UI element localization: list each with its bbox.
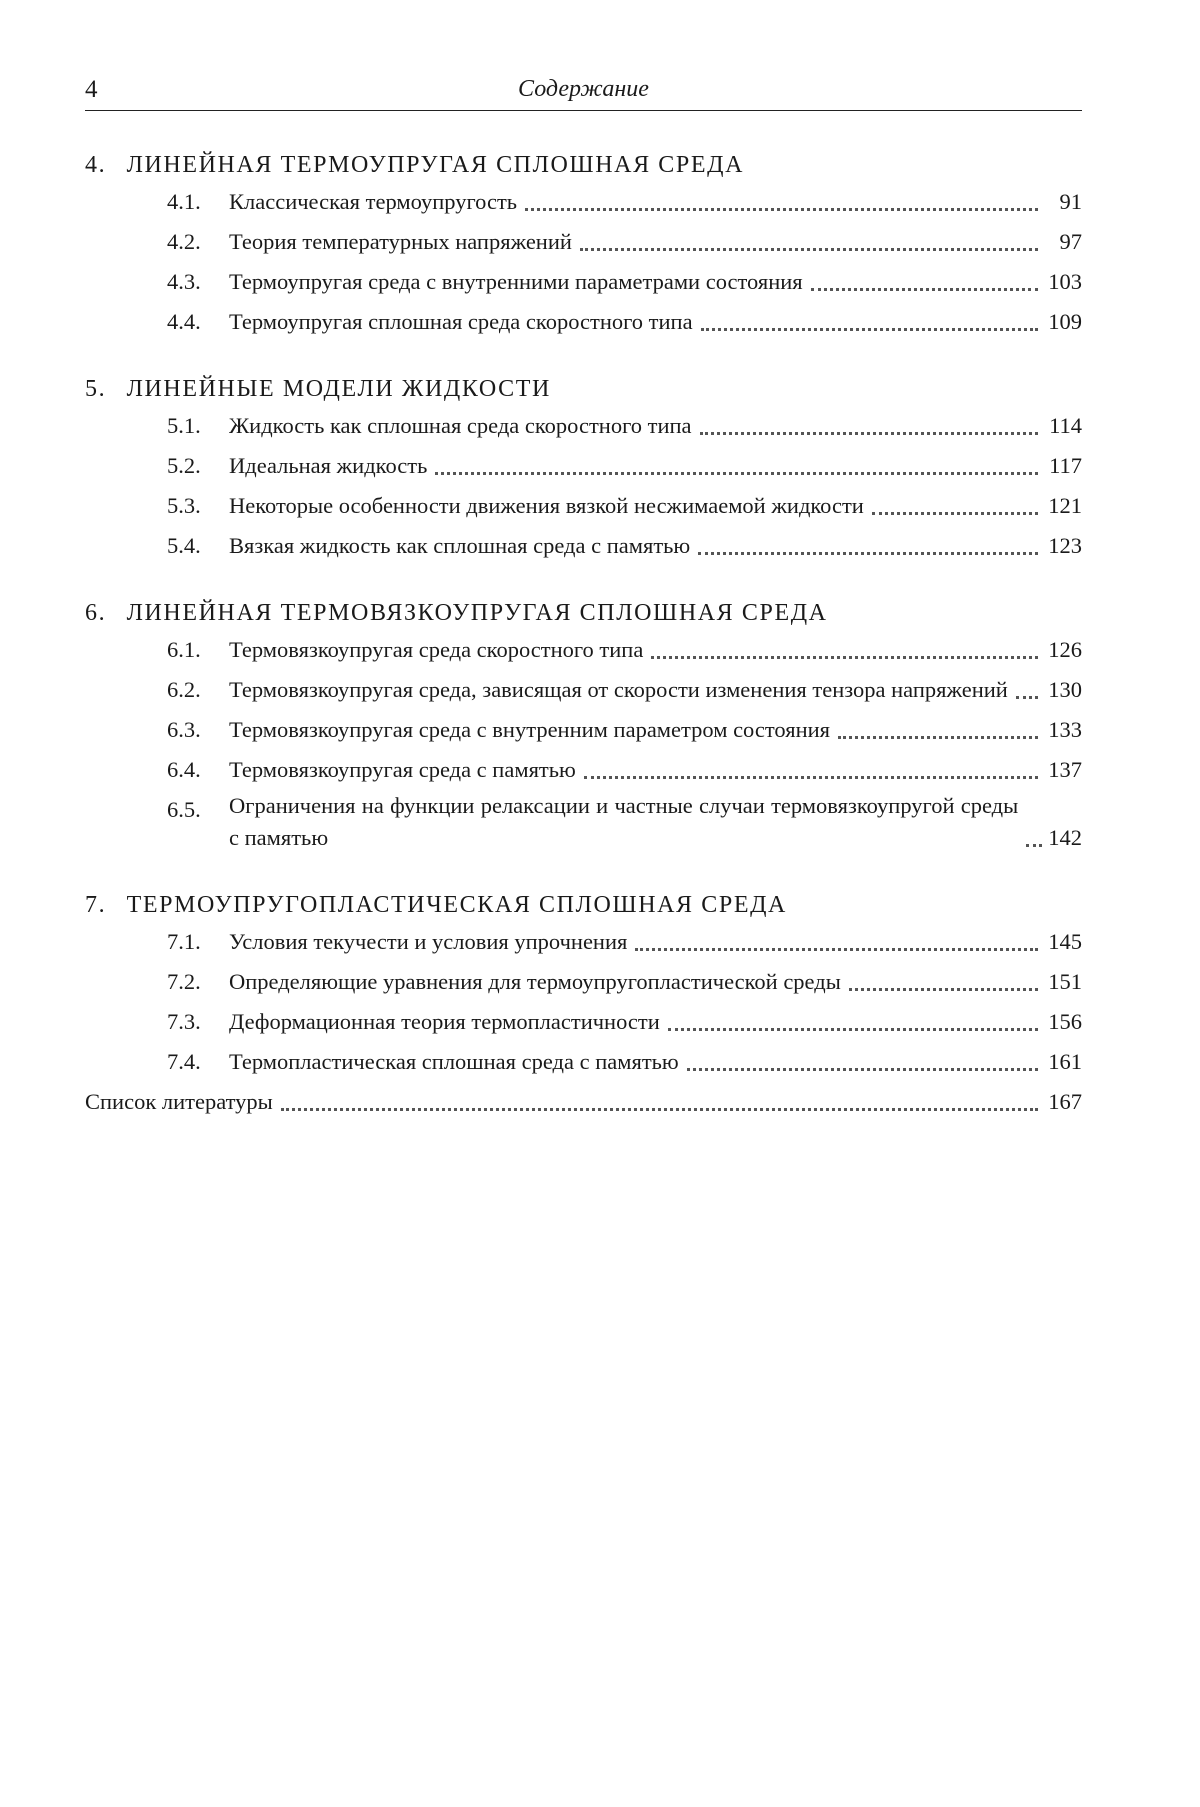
dot-leader: [872, 512, 1038, 515]
page-ref: 123: [1048, 533, 1082, 558]
bibliography-title: Список литературы: [85, 1089, 273, 1114]
page-number: 4: [85, 76, 98, 103]
chapter-number: 5.: [85, 376, 107, 402]
section-number: 7.4.: [167, 1049, 201, 1074]
chapter-7: [85, 890, 1082, 1122]
toc-entry-5-3[interactable]: [85, 486, 1082, 526]
dot-leader: [1026, 844, 1042, 847]
toc-entry-7-1[interactable]: [85, 922, 1082, 962]
page-ref: 145: [1048, 929, 1082, 954]
toc-entry-7-4[interactable]: [85, 1042, 1082, 1082]
section-number: 7.1.: [167, 929, 201, 954]
toc-entry-6-4[interactable]: [85, 750, 1082, 790]
section-number: 5.2.: [167, 453, 201, 478]
dot-leader: [849, 988, 1038, 991]
section-number: 4.3.: [167, 269, 201, 294]
toc-entry-4-4[interactable]: [85, 302, 1082, 342]
chapter-title[interactable]: [85, 598, 1082, 630]
section-title: Термовязкоупругая среда с внутренним параметром состояния: [229, 717, 830, 742]
dot-leader: [811, 288, 1038, 291]
section-title: Термоупругая сплошная среда скоростного типа: [229, 309, 693, 334]
dot-leader: [580, 248, 1038, 251]
toc-entry-4-1[interactable]: [85, 182, 1082, 222]
chapter-title[interactable]: [85, 890, 1082, 922]
toc-entry-4-3[interactable]: [85, 262, 1082, 302]
page-ref: 130: [1048, 677, 1082, 702]
section-number: 5.4.: [167, 533, 201, 558]
page-ref: 117: [1049, 453, 1082, 478]
page-ref: 109: [1048, 309, 1082, 334]
section-title: Вязкая жидкость как сплошная среда с памятью: [229, 533, 691, 558]
page-ref: 97: [1059, 229, 1082, 254]
toc-entry-6-1[interactable]: [85, 630, 1082, 670]
running-title: Содержание: [518, 76, 649, 102]
toc-entry-6-5[interactable]: [85, 790, 1082, 858]
page-ref: 151: [1048, 969, 1082, 994]
section-title: Термовязкоупругая среда с памятью: [229, 757, 576, 782]
page-ref: 161: [1048, 1049, 1082, 1074]
chapter-6: [85, 598, 1082, 858]
dot-leader: [651, 656, 1038, 659]
toc-entry-7-3[interactable]: [85, 1002, 1082, 1042]
dot-leader: [698, 552, 1038, 555]
section-number: 6.1.: [167, 637, 201, 662]
section-number: 6.5.: [167, 797, 201, 822]
chapter-number: 4.: [85, 152, 107, 178]
page-ref: 103: [1048, 269, 1082, 294]
section-number: 7.2.: [167, 969, 201, 994]
section-title: Ограничения на функции релаксации и частные случаи термовязкоупругой среды с памятью: [229, 793, 1019, 850]
page-ref: 126: [1048, 637, 1082, 662]
page-ref: 156: [1048, 1009, 1082, 1034]
chapter-number: 7.: [85, 892, 107, 918]
dot-leader: [668, 1028, 1038, 1031]
page-ref: 137: [1048, 757, 1082, 782]
chapter-4: [85, 150, 1082, 342]
chapter-heading: ЛИНЕЙНЫЕ МОДЕЛИ ЖИДКОСТИ: [126, 376, 551, 402]
toc-entry-6-2[interactable]: [85, 670, 1082, 710]
chapter-heading: ЛИНЕЙНАЯ ТЕРМОУПРУГАЯ СПЛОШНАЯ СРЕДА: [126, 152, 745, 178]
page-ref: 142: [1048, 825, 1082, 850]
section-number: 5.3.: [167, 493, 201, 518]
section-number: 6.4.: [167, 757, 201, 782]
toc-entry-6-3[interactable]: [85, 710, 1082, 750]
section-number: 4.2.: [167, 229, 201, 254]
toc-entry-5-4[interactable]: [85, 526, 1082, 566]
section-title: Жидкость как сплошная среда скоростного типа: [229, 413, 692, 438]
section-title: Некоторые особенности движения вязкой несжимаемой жидкости: [229, 493, 864, 518]
page-ref: 167: [1048, 1089, 1082, 1114]
section-title: Определяющие уравнения для термоупругопластической среды: [229, 969, 841, 994]
page-ref: 91: [1059, 189, 1082, 214]
dot-leader: [700, 432, 1038, 435]
section-number: 6.2.: [167, 677, 201, 702]
toc-entry-4-2[interactable]: [85, 222, 1082, 262]
chapter-heading: ЛИНЕЙНАЯ ТЕРМОВЯЗКОУПРУГАЯ СПЛОШНАЯ СРЕДА: [126, 600, 828, 626]
chapter-title[interactable]: [85, 374, 1082, 406]
section-title: Деформационная теория термопластичности: [229, 1009, 660, 1034]
section-title: Классическая термоупругость: [229, 189, 518, 214]
chapter-5: [85, 374, 1082, 566]
section-number: 5.1.: [167, 413, 201, 438]
dot-leader: [701, 328, 1038, 331]
section-title: Термоупругая среда с внутренними параметрами состояния: [229, 269, 803, 294]
table-of-contents: [85, 150, 1082, 1122]
dot-leader: [584, 776, 1038, 779]
toc-entry-bibliography[interactable]: [85, 1082, 1082, 1122]
toc-entry-7-2[interactable]: [85, 962, 1082, 1002]
dot-leader: [635, 948, 1038, 951]
chapter-number: 6.: [85, 600, 107, 626]
section-title: Термовязкоупругая среда скоростного типа: [229, 637, 644, 662]
running-header: [85, 72, 1082, 111]
dot-leader: [838, 736, 1038, 739]
toc-entry-5-2[interactable]: [85, 446, 1082, 486]
dot-leader: [525, 208, 1038, 211]
chapter-title[interactable]: [85, 150, 1082, 182]
section-title: Термовязкоупругая среда, зависящая от скорости изменения тензора напряжений: [229, 677, 1008, 702]
section-number: 7.3.: [167, 1009, 201, 1034]
section-title: Теория температурных напряжений: [229, 229, 572, 254]
section-number: 6.3.: [167, 717, 201, 742]
dot-leader: [687, 1068, 1038, 1071]
section-title: Условия текучести и условия упрочнения: [229, 929, 628, 954]
section-title: Термопластическая сплошная среда с памятью: [229, 1049, 679, 1074]
page-ref: 114: [1049, 413, 1082, 438]
section-number: 4.4.: [167, 309, 201, 334]
section-number: 4.1.: [167, 189, 201, 214]
chapter-heading: ТЕРМОУПРУГОПЛАСТИЧЕСКАЯ СПЛОШНАЯ СРЕДА: [126, 892, 787, 918]
toc-entry-5-1[interactable]: [85, 406, 1082, 446]
dot-leader: [435, 472, 1038, 475]
section-title: Идеальная жидкость: [229, 453, 428, 478]
page-ref: 121: [1048, 493, 1082, 518]
dot-leader: [1016, 696, 1038, 699]
dot-leader: [281, 1108, 1038, 1111]
page-ref: 133: [1048, 717, 1082, 742]
